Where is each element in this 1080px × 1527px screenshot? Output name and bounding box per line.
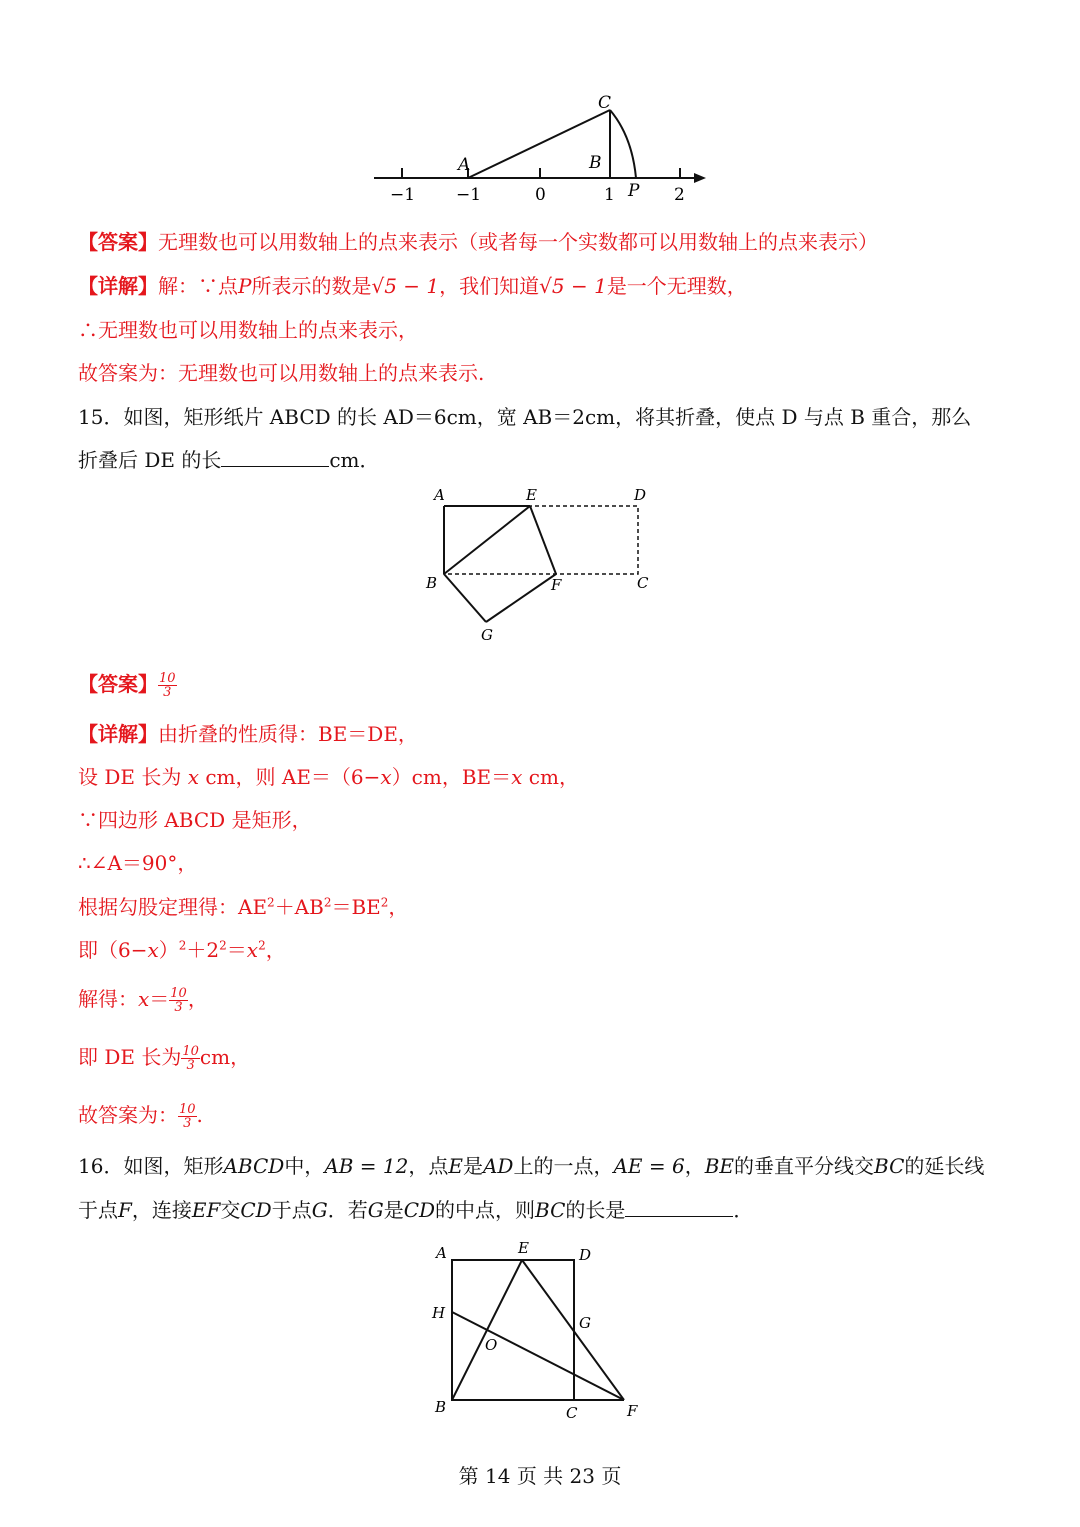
q15-step3: ∴∠A＝90°，	[78, 851, 198, 875]
label-P: P	[628, 181, 640, 201]
sqrt5-expr: √5 − 1	[371, 274, 440, 298]
label-B: B	[426, 574, 438, 592]
detail-text: 所表示的数是	[251, 274, 372, 298]
detail-text: 是一个无理数，	[606, 274, 747, 298]
fraction: $\frac{10}{3}$	[182, 1044, 199, 1073]
q15-line2	[78, 446, 380, 474]
label-A: A	[436, 1244, 447, 1262]
answer-tag: 【答案】	[78, 230, 158, 254]
answer-blank[interactable]	[221, 446, 329, 467]
q15-step2: ∵四边形 ABCD 是矩形，	[78, 808, 312, 832]
label-E: E	[526, 486, 537, 504]
label-E: E	[518, 1239, 529, 1257]
label-B: B	[435, 1398, 447, 1416]
q14-answer	[78, 228, 878, 256]
label-F: F	[627, 1402, 638, 1420]
q14-line2: ∴无理数也可以用数轴上的点来表示，	[78, 318, 418, 342]
fold-rectangle-figure	[420, 482, 660, 647]
tick-label: −1	[456, 185, 482, 205]
label-C: C	[637, 574, 649, 592]
detail-tag: 【详解】	[78, 722, 158, 746]
fraction: $\frac{10}{3}$	[170, 986, 187, 1015]
q14-detail	[78, 272, 747, 300]
q16-line2: 于点F，连接EF交CD于点G．若G是CD的中点，则BC的长是 ．	[78, 1198, 754, 1222]
label-H: H	[432, 1304, 446, 1322]
detail-text: ，我们知道	[439, 274, 540, 298]
q15-text: 折叠后 DE 的长	[78, 448, 222, 472]
tick-label: 0	[535, 185, 546, 205]
sqrt5-expr: √5 − 1	[539, 274, 607, 298]
answer-blank[interactable]	[625, 1196, 733, 1217]
label-C: C	[598, 93, 612, 113]
q14-line3: 故答案为：无理数也可以用数轴上的点来表示.	[78, 361, 485, 385]
label-O: O	[485, 1336, 498, 1354]
detail-text: 由折叠的性质得：BE＝DE，	[158, 722, 418, 746]
detail-text: 解：∵点	[158, 274, 238, 298]
label-F: F	[551, 576, 562, 594]
fraction: $\frac{10}{3}$	[159, 671, 176, 700]
var-P: P	[238, 274, 252, 298]
label-G: G	[579, 1314, 591, 1332]
q15-step5: 即$(6-x)^2+2^2=x^2$，	[78, 938, 286, 962]
q15-text: cm．	[329, 448, 380, 472]
answer-tag: 【答案】	[78, 672, 158, 696]
q15-answer	[78, 670, 177, 699]
detail-tag: 【详解】	[78, 274, 158, 298]
q15-step7: 即 DE 长为 $\frac{10}{3}$ cm，	[78, 1044, 251, 1073]
q15-detail1	[78, 720, 418, 748]
q15-step1: 设 DE 长为 x cm，则 AE＝（6−x）cm，BE＝x cm，	[78, 765, 579, 789]
q15-line1: 15．如图，矩形纸片 ABCD 的长 AD＝6cm，宽 AB＝2cm，将其折叠，使点 D 与点 B 重合，那么	[78, 405, 972, 429]
label-D: D	[579, 1246, 592, 1264]
q15-step6: 解得：x＝ $\frac{10}{3}$ ，	[78, 986, 208, 1015]
fraction: $\frac{10}{3}$	[179, 1102, 196, 1131]
label-G: G	[481, 626, 493, 644]
q15-step8: 故答案为： $\frac{10}{3}$ .	[78, 1102, 203, 1131]
label-B: B	[589, 153, 602, 173]
page-footer: 第 14 页 共 23 页	[458, 1464, 622, 1488]
q16-line1: 16．如图，矩形ABCD中，AB = 12，点E是AD上的一点，AE = 6，BE的垂直平分线交BC的延长线	[78, 1154, 985, 1178]
label-D: D	[634, 486, 647, 504]
answer-text: 无理数也可以用数轴上的点来表示（或者每一个实数都可以用数轴上的点来表示）	[158, 230, 878, 254]
tick-label: 2	[674, 185, 685, 205]
rectangle-bisector-figure	[424, 1236, 654, 1426]
tick-label: 1	[604, 185, 615, 205]
tick-label: −1	[390, 185, 416, 205]
label-A: A	[458, 155, 471, 175]
label-C: C	[566, 1404, 578, 1422]
label-A: A	[434, 486, 445, 504]
number-line-figure	[360, 88, 720, 210]
q15-step4: 根据勾股定理得：$AE^2+AB^2=BE^2$，	[78, 895, 409, 919]
